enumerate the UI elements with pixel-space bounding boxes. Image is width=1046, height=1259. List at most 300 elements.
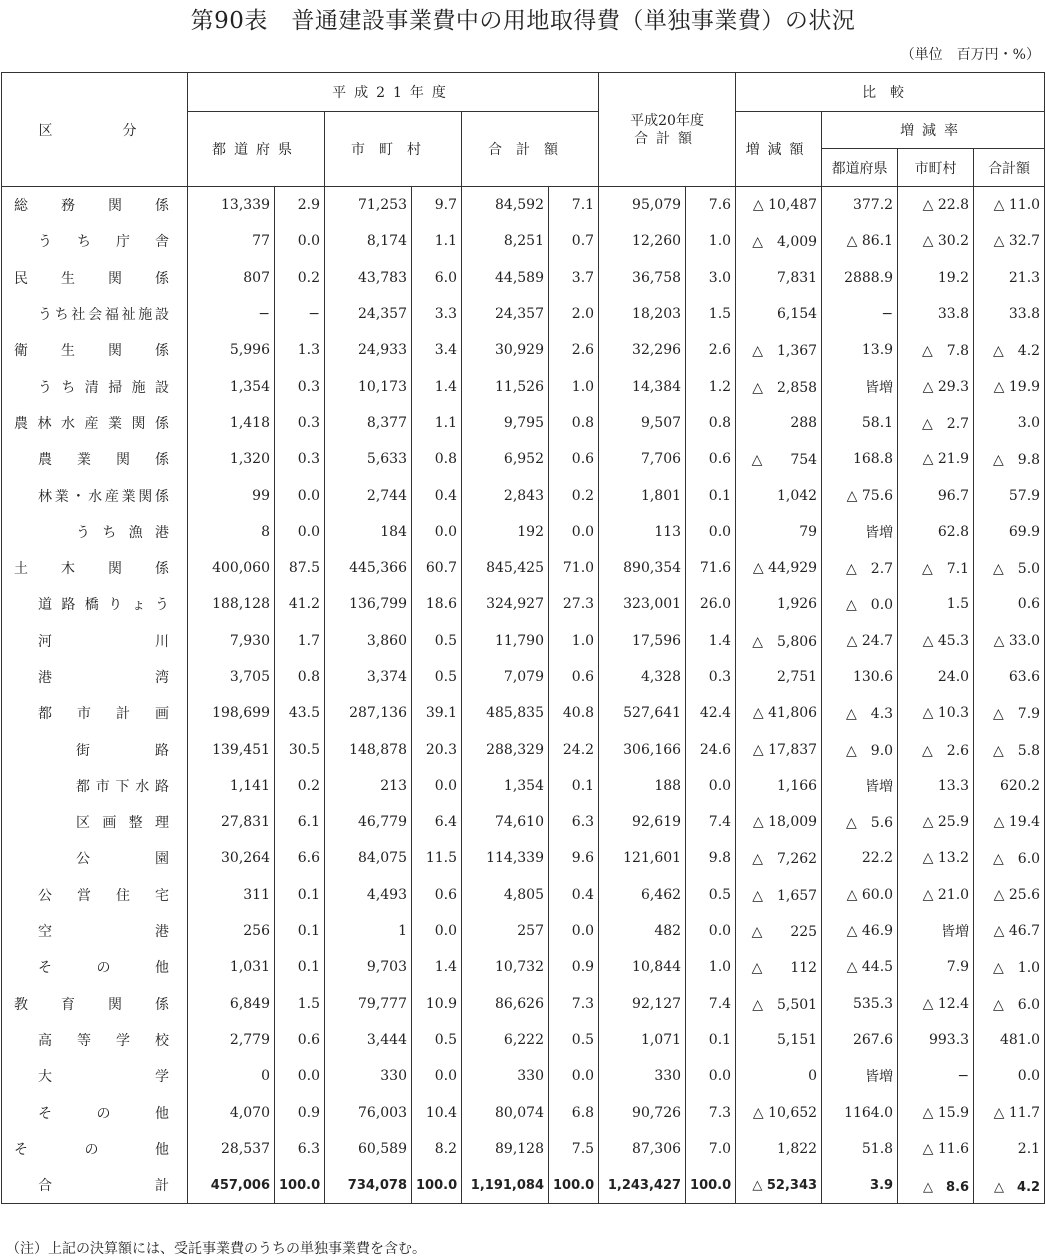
- table-cell: 0.1: [686, 477, 736, 513]
- table-cell: △ 60.0: [822, 877, 898, 913]
- table-cell: 1.4: [686, 623, 736, 659]
- table-cell: 92,619: [599, 804, 686, 840]
- table-cell: △ 21.9: [898, 441, 974, 477]
- table-cell: 30.5: [275, 731, 325, 767]
- table-cell: 24,357: [325, 296, 412, 332]
- table-cell: 1.3: [275, 332, 325, 368]
- row-label: その他: [2, 1094, 188, 1130]
- table-cell: 0.1: [686, 1022, 736, 1058]
- table-cell: △ 2,858: [736, 368, 822, 404]
- table-cell: 14,384: [599, 368, 686, 404]
- table-cell: 0.8: [275, 659, 325, 695]
- table-cell: 40.8: [549, 695, 599, 731]
- table-cell: △ 5.0: [974, 550, 1045, 586]
- table-cell: 0.0: [686, 913, 736, 949]
- table-row: [2, 659, 1045, 695]
- table-cell: 皆増: [822, 514, 898, 550]
- table-cell: 0.0: [686, 1058, 736, 1094]
- table-row: [2, 1022, 1045, 1058]
- table-body: [2, 187, 1045, 1204]
- table-cell: 807: [188, 260, 275, 296]
- table-cell: 0.7: [549, 223, 599, 259]
- table-cell: 0.6: [974, 586, 1045, 622]
- table-row: [2, 296, 1045, 332]
- table-row: [2, 441, 1045, 477]
- table-row: [2, 368, 1045, 404]
- table-row: [2, 913, 1045, 949]
- table-cell: △ 33.0: [974, 623, 1045, 659]
- page-title: 第90表 普通建設事業費中の用地取得費（単独事業費）の状況: [190, 8, 856, 34]
- table-cell: 1164.0: [822, 1094, 898, 1130]
- table-cell: 1,418: [188, 405, 275, 441]
- table-cell: 76,003: [325, 1094, 412, 1130]
- row-label: その他: [2, 949, 188, 985]
- table-cell: 30,929: [462, 332, 549, 368]
- table-cell: 3,444: [325, 1022, 412, 1058]
- table-cell: 9.7: [412, 187, 462, 224]
- table-cell: △ 32.7: [974, 223, 1045, 259]
- table-cell: 27.3: [549, 586, 599, 622]
- table-cell: 1.0: [549, 623, 599, 659]
- table-cell: △ 9.8: [974, 441, 1045, 477]
- table-cell: △ 9.0: [822, 731, 898, 767]
- table-cell: 1.0: [686, 949, 736, 985]
- table-cell: 324,927: [462, 586, 549, 622]
- table-cell: 18,203: [599, 296, 686, 332]
- table-cell: 4,493: [325, 877, 412, 913]
- table-cell: 8,377: [325, 405, 412, 441]
- header-compare: 比較: [736, 73, 1045, 112]
- table-cell: △ 24.7: [822, 623, 898, 659]
- table-cell: 136,799: [325, 586, 412, 622]
- table-cell: 6.8: [549, 1094, 599, 1130]
- table-cell: 7.9: [898, 949, 974, 985]
- table-cell: △ 11.7: [974, 1094, 1045, 1130]
- table-cell: △ 44,929: [736, 550, 822, 586]
- table-cell: △ 2.7: [822, 550, 898, 586]
- header-rate-total: 合計額: [974, 149, 1045, 187]
- table-cell: 0.2: [275, 768, 325, 804]
- table-cell: 9.6: [549, 840, 599, 876]
- header-change-amount: 増減額: [736, 112, 822, 187]
- row-label: 合計: [2, 1167, 188, 1204]
- table-cell: 41.2: [275, 586, 325, 622]
- table-cell: 0.8: [686, 405, 736, 441]
- table-cell: △ 7.8: [898, 332, 974, 368]
- table-cell: 148,878: [325, 731, 412, 767]
- header-change-rate: 増減率: [822, 112, 1045, 149]
- table-cell: 22.2: [822, 840, 898, 876]
- table-cell: −: [188, 296, 275, 332]
- header-fy20-line1: 平成20年度: [630, 112, 704, 129]
- row-label: 都市下水路: [2, 768, 188, 804]
- table-cell: 0.0: [412, 913, 462, 949]
- table-cell: 7,930: [188, 623, 275, 659]
- table-cell: 7.4: [686, 986, 736, 1022]
- table-row: [2, 949, 1045, 985]
- table-cell: 8,251: [462, 223, 549, 259]
- table-cell: 79: [736, 514, 822, 550]
- table-cell: 7.3: [686, 1094, 736, 1130]
- table-cell: 0.0: [686, 768, 736, 804]
- row-label: 街路: [2, 731, 188, 767]
- table-row: [2, 986, 1045, 1022]
- header-pref: 都道府県: [188, 112, 325, 187]
- table-cell: △ 5.6: [822, 804, 898, 840]
- table-cell: 0.5: [549, 1022, 599, 1058]
- table-cell: △ 19.4: [974, 804, 1045, 840]
- row-label: 区画整理: [2, 804, 188, 840]
- table-cell: 46,779: [325, 804, 412, 840]
- table-cell: 845,425: [462, 550, 549, 586]
- table-cell: 0.6: [686, 441, 736, 477]
- table-cell: 0.6: [549, 441, 599, 477]
- table-cell: △ 25.9: [898, 804, 974, 840]
- table-cell: 0.0: [974, 1058, 1045, 1094]
- table-cell: 69.9: [974, 514, 1045, 550]
- table-cell: △ 22.8: [898, 187, 974, 224]
- table-cell: △ 4.2: [974, 1167, 1045, 1204]
- table-cell: △ 112: [736, 949, 822, 985]
- table-cell: 87.5: [275, 550, 325, 586]
- table-cell: 100.0: [686, 1167, 736, 1204]
- table-row: [2, 623, 1045, 659]
- table-cell: 535.3: [822, 986, 898, 1022]
- table-cell: 1,354: [188, 368, 275, 404]
- table-cell: 6,462: [599, 877, 686, 913]
- table-cell: 2,779: [188, 1022, 275, 1058]
- table-cell: 71.6: [686, 550, 736, 586]
- table-cell: △ 0.0: [822, 586, 898, 622]
- table-cell: 20.3: [412, 731, 462, 767]
- row-label: うち清掃施設: [2, 368, 188, 404]
- table-cell: △ 10,487: [736, 187, 822, 224]
- footnote: （注）上記の決算額には、受託事業費のうちの単独事業費を含む。: [6, 1241, 426, 1257]
- table-row: [2, 877, 1045, 913]
- table-cell: △ 10,652: [736, 1094, 822, 1130]
- table-cell: 485,835: [462, 695, 549, 731]
- table-cell: 6.3: [549, 804, 599, 840]
- table-row: [2, 731, 1045, 767]
- table-cell: 24,933: [325, 332, 412, 368]
- table-cell: 0.1: [275, 913, 325, 949]
- table-cell: 60,589: [325, 1131, 412, 1167]
- table-cell: 24,357: [462, 296, 549, 332]
- table-cell: 43,783: [325, 260, 412, 296]
- table-cell: 1.1: [412, 223, 462, 259]
- table-cell: 28,537: [188, 1131, 275, 1167]
- table-cell: 1.5: [686, 296, 736, 332]
- table-cell: △ 4,009: [736, 223, 822, 259]
- table-cell: 11,790: [462, 623, 549, 659]
- table-cell: 0.3: [686, 659, 736, 695]
- table-cell: △ 41,806: [736, 695, 822, 731]
- table-cell: 44,589: [462, 260, 549, 296]
- table-cell: 12,260: [599, 223, 686, 259]
- table-cell: 188,128: [188, 586, 275, 622]
- table-row: [2, 477, 1045, 513]
- table-cell: △ 5.8: [974, 731, 1045, 767]
- table-cell: 6,952: [462, 441, 549, 477]
- table-cell: 0.1: [275, 877, 325, 913]
- table-row: [2, 223, 1045, 259]
- table-cell: △ 45.3: [898, 623, 974, 659]
- table-cell: 2.0: [549, 296, 599, 332]
- table-cell: 311: [188, 877, 275, 913]
- unit-label: （単位 百万円・%）: [900, 47, 1040, 63]
- table-cell: 1.4: [412, 949, 462, 985]
- table-cell: △ 11.6: [898, 1131, 974, 1167]
- table-cell: 1: [325, 913, 412, 949]
- table-cell: △ 19.9: [974, 368, 1045, 404]
- table-cell: 6,849: [188, 986, 275, 1022]
- table-cell: 0.5: [686, 877, 736, 913]
- table-cell: △ 1.0: [974, 949, 1045, 985]
- table-cell: 5,151: [736, 1022, 822, 1058]
- row-label: 教育関係: [2, 986, 188, 1022]
- row-label: うち社会福祉施設: [2, 296, 188, 332]
- table-cell: 3.9: [822, 1167, 898, 1204]
- table-cell: 0.0: [549, 913, 599, 949]
- table-cell: 121,601: [599, 840, 686, 876]
- table-cell: 100.0: [412, 1167, 462, 1204]
- table-cell: 0.4: [412, 477, 462, 513]
- table-cell: 3.3: [412, 296, 462, 332]
- table-cell: 33.8: [898, 296, 974, 332]
- table-cell: 32,296: [599, 332, 686, 368]
- table-cell: 6.4: [412, 804, 462, 840]
- table-cell: 8: [188, 514, 275, 550]
- table-cell: △ 15.9: [898, 1094, 974, 1130]
- table-cell: △ 4.3: [822, 695, 898, 731]
- table-cell: 0.3: [275, 405, 325, 441]
- table-cell: 2.1: [974, 1131, 1045, 1167]
- table-row: [2, 768, 1045, 804]
- table-cell: 6.6: [275, 840, 325, 876]
- table-cell: 213: [325, 768, 412, 804]
- row-label: 民生関係: [2, 260, 188, 296]
- table-row: [2, 405, 1045, 441]
- table-cell: △ 225: [736, 913, 822, 949]
- table-cell: △ 13.2: [898, 840, 974, 876]
- row-label: 土木関係: [2, 550, 188, 586]
- table-cell: 0.6: [412, 877, 462, 913]
- table-cell: 0.3: [275, 441, 325, 477]
- table-cell: 84,592: [462, 187, 549, 224]
- row-label: 農林水産業関係: [2, 405, 188, 441]
- table-cell: 99: [188, 477, 275, 513]
- table-cell: 0.5: [412, 623, 462, 659]
- table-cell: 13.3: [898, 768, 974, 804]
- table-row: [2, 260, 1045, 296]
- table-cell: 7.3: [549, 986, 599, 1022]
- table-cell: 0.9: [549, 949, 599, 985]
- table-cell: 6,154: [736, 296, 822, 332]
- table-cell: 0: [736, 1058, 822, 1094]
- table-cell: 89,128: [462, 1131, 549, 1167]
- table-cell: 1.0: [686, 223, 736, 259]
- table-cell: 24.6: [686, 731, 736, 767]
- table-cell: 0.0: [275, 477, 325, 513]
- table-cell: 90,726: [599, 1094, 686, 1130]
- table-cell: 79,777: [325, 986, 412, 1022]
- table-cell: 113: [599, 514, 686, 550]
- table-cell: 1,801: [599, 477, 686, 513]
- table-cell: 6,222: [462, 1022, 549, 1058]
- table-cell: 60.7: [412, 550, 462, 586]
- table-cell: 86,626: [462, 986, 549, 1022]
- table-cell: 71,253: [325, 187, 412, 224]
- table-cell: 9,795: [462, 405, 549, 441]
- table-row: [2, 1058, 1045, 1094]
- table-cell: 0.8: [412, 441, 462, 477]
- row-label: 大学: [2, 1058, 188, 1094]
- table-cell: △ 2.6: [898, 731, 974, 767]
- table-cell: 71.0: [549, 550, 599, 586]
- table-cell: −: [275, 296, 325, 332]
- table-cell: 皆増: [898, 913, 974, 949]
- table-cell: 92,127: [599, 986, 686, 1022]
- table-cell: 87,306: [599, 1131, 686, 1167]
- table-row: [2, 332, 1045, 368]
- table-cell: 2,744: [325, 477, 412, 513]
- table-cell: 1,243,427: [599, 1167, 686, 1204]
- table-cell: 100.0: [275, 1167, 325, 1204]
- table-cell: 0.0: [412, 514, 462, 550]
- table-cell: △ 46.7: [974, 913, 1045, 949]
- table-cell: △ 52,343: [736, 1167, 822, 1204]
- row-label: 空港: [2, 913, 188, 949]
- table-cell: 7.4: [686, 804, 736, 840]
- table-cell: 1.7: [275, 623, 325, 659]
- table-cell: 18.6: [412, 586, 462, 622]
- table-cell: △ 7.1: [898, 550, 974, 586]
- table-cell: 10.9: [412, 986, 462, 1022]
- table-cell: 17,596: [599, 623, 686, 659]
- table-cell: 2888.9: [822, 260, 898, 296]
- table-row: [2, 1094, 1045, 1130]
- table-cell: 1,926: [736, 586, 822, 622]
- table-cell: △ 8.6: [898, 1167, 974, 1204]
- table-cell: △ 11.0: [974, 187, 1045, 224]
- table-cell: 7,706: [599, 441, 686, 477]
- table-cell: −: [898, 1058, 974, 1094]
- table-cell: 10,173: [325, 368, 412, 404]
- table-row: [2, 550, 1045, 586]
- table-cell: 26.0: [686, 586, 736, 622]
- table-cell: 3.0: [686, 260, 736, 296]
- table-cell: 1,320: [188, 441, 275, 477]
- table-cell: 5,996: [188, 332, 275, 368]
- land-acquisition-table: [1, 72, 1045, 1204]
- table-row: [2, 804, 1045, 840]
- table-cell: 330: [462, 1058, 549, 1094]
- table-cell: 993.3: [898, 1022, 974, 1058]
- table-cell: 3,860: [325, 623, 412, 659]
- table-cell: 1.2: [686, 368, 736, 404]
- table-cell: △ 17,837: [736, 731, 822, 767]
- table-cell: 7.5: [549, 1131, 599, 1167]
- table-cell: △ 6.0: [974, 840, 1045, 876]
- table-cell: 43.5: [275, 695, 325, 731]
- table-cell: 445,366: [325, 550, 412, 586]
- table-cell: 130.6: [822, 659, 898, 695]
- table-cell: 323,001: [599, 586, 686, 622]
- table-cell: △ 21.0: [898, 877, 974, 913]
- table-cell: 7.0: [686, 1131, 736, 1167]
- table-cell: △ 5,501: [736, 986, 822, 1022]
- table-row: [2, 187, 1045, 224]
- table-cell: 139,451: [188, 731, 275, 767]
- row-label: その他: [2, 1131, 188, 1167]
- table-cell: 198,699: [188, 695, 275, 731]
- table-cell: 400,060: [188, 550, 275, 586]
- table-cell: △ 1,657: [736, 877, 822, 913]
- table-cell: 77: [188, 223, 275, 259]
- table-row: [2, 840, 1045, 876]
- table-cell: 288,329: [462, 731, 549, 767]
- table-cell: 114,339: [462, 840, 549, 876]
- table-cell: 1,031: [188, 949, 275, 985]
- table-cell: 0.9: [275, 1094, 325, 1130]
- table-cell: △ 5,806: [736, 623, 822, 659]
- table-cell: 0.5: [412, 659, 462, 695]
- row-label: 農業関係: [2, 441, 188, 477]
- table-cell: 84,075: [325, 840, 412, 876]
- table-cell: 6.1: [275, 804, 325, 840]
- table-cell: 10,732: [462, 949, 549, 985]
- table-cell: 330: [599, 1058, 686, 1094]
- table-row: [2, 1131, 1045, 1167]
- table-cell: △ 4.2: [974, 332, 1045, 368]
- table-row: [2, 695, 1045, 731]
- table-cell: 皆増: [822, 1058, 898, 1094]
- table-cell: 57.9: [974, 477, 1045, 513]
- table-cell: 39.1: [412, 695, 462, 731]
- table-cell: △ 18,009: [736, 804, 822, 840]
- row-label: うち漁港: [2, 514, 188, 550]
- table-cell: 4,070: [188, 1094, 275, 1130]
- table-cell: △ 25.6: [974, 877, 1045, 913]
- table-cell: 0.0: [412, 1058, 462, 1094]
- table-cell: 7.6: [686, 187, 736, 224]
- table-cell: 7,831: [736, 260, 822, 296]
- header-rate-muni: 市町村: [898, 149, 974, 187]
- table-cell: 6.3: [275, 1131, 325, 1167]
- table-cell: 482: [599, 913, 686, 949]
- row-label: うち庁舎: [2, 223, 188, 259]
- table-cell: 皆増: [822, 768, 898, 804]
- table-cell: 95,079: [599, 187, 686, 224]
- table-cell: 74,610: [462, 804, 549, 840]
- table-cell: 184: [325, 514, 412, 550]
- table-cell: 3.4: [412, 332, 462, 368]
- table-cell: 1.4: [412, 368, 462, 404]
- table-cell: 192: [462, 514, 549, 550]
- table-cell: △ 1,367: [736, 332, 822, 368]
- table-cell: △ 10.3: [898, 695, 974, 731]
- table-cell: 27,831: [188, 804, 275, 840]
- table-cell: 0.2: [275, 260, 325, 296]
- table-cell: 0.0: [275, 514, 325, 550]
- table-cell: 188: [599, 768, 686, 804]
- table-cell: 306,166: [599, 731, 686, 767]
- table-cell: 8,174: [325, 223, 412, 259]
- table-cell: 377.2: [822, 187, 898, 224]
- table-cell: 5,633: [325, 441, 412, 477]
- table-cell: 1.5: [898, 586, 974, 622]
- row-label: 港湾: [2, 659, 188, 695]
